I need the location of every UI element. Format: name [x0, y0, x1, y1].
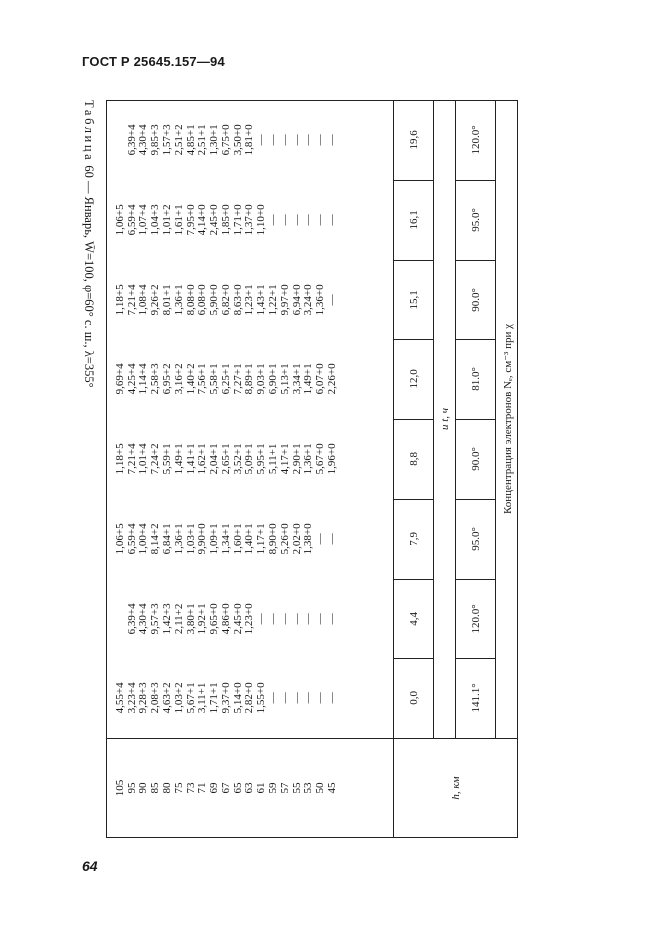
concentration-cell: 2,45+0	[231, 602, 244, 634]
concentration-cell: 2,51+2	[172, 124, 185, 156]
concentration-cell: 5,67+0	[314, 443, 327, 475]
concentration-cell: 1,81+0	[243, 124, 256, 156]
concentration-cell: 6,90+1	[267, 363, 280, 395]
concentration-cell: —	[302, 134, 315, 146]
concentration-cell: 1,40+2	[184, 363, 197, 395]
concentration-cell: —	[326, 612, 339, 624]
concentration-cell: 9,26+2	[149, 283, 162, 315]
concentration-cell: —	[267, 692, 280, 704]
concentration-cell: 5,59+1	[161, 443, 174, 475]
height-value: 53	[302, 782, 315, 794]
concentration-cell: 1,57+3	[161, 124, 174, 156]
concentration-cell: 7,24+2	[149, 443, 162, 475]
concentration-cell: 1,43+1	[255, 283, 268, 315]
concentration-cell: 3,24+0	[302, 283, 315, 315]
concentration-cell: 4,30+4	[137, 124, 150, 156]
concentration-cell: 3,52+1	[231, 443, 244, 475]
concentration-cell: 1,03+1	[184, 523, 197, 555]
concentration-cell: —	[302, 612, 315, 624]
group-title: Концентрация электронов Nₑ, см⁻³ при χ	[501, 324, 514, 514]
concentration-cell: 6,07+0	[314, 363, 327, 395]
height-value: 90	[137, 782, 150, 794]
concentration-cell: 6,39+4	[125, 602, 138, 634]
concentration-cell: 9,37+0	[220, 682, 233, 714]
concentration-cell: 2,02+0	[290, 523, 303, 555]
caption-label: Таблица	[82, 100, 96, 163]
t-value: 7,9	[408, 531, 420, 546]
concentration-cell: —	[326, 293, 339, 305]
concentration-cell: 7,56+1	[196, 363, 209, 395]
concentration-cell: 5,11+1	[267, 443, 280, 475]
concentration-cell: 1,62+1	[196, 443, 209, 475]
concentration-cell: 5,67+1	[184, 682, 197, 714]
concentration-cell: —	[302, 214, 315, 226]
document-header: ГОСТ Р 25645.157—94	[82, 54, 225, 69]
concentration-cell: —	[278, 134, 291, 146]
concentration-cell: 5,95+1	[255, 443, 268, 475]
rotated-table-block	[82, 100, 518, 838]
chi-value: 120.0°	[470, 125, 482, 155]
chi-value: 81.0°	[470, 367, 482, 391]
concentration-cell: 4,86+0	[220, 602, 233, 634]
concentration-cell: 2,58+3	[149, 363, 162, 395]
concentration-cell: —	[326, 692, 339, 704]
height-value: 67	[220, 782, 233, 794]
height-value: 65	[231, 782, 244, 794]
concentration-cell: 4,85+1	[184, 124, 197, 156]
concentration-cell: 1,61+1	[172, 204, 185, 236]
concentration-cell: 2,08+3	[149, 682, 162, 714]
time-label: и t, ч	[439, 407, 451, 431]
concentration-cell: 8,08+0	[184, 283, 197, 315]
concentration-cell: —	[314, 214, 327, 226]
concentration-cell: —	[267, 214, 280, 226]
caption-number: 60	[82, 162, 96, 178]
caption-text: — Январь, W̄=100, φ=60° с. ш., λ=355°	[82, 177, 96, 388]
chi-value: 120.0°	[470, 603, 482, 633]
concentration-cell: 9,28+3	[137, 682, 150, 714]
concentration-cell: 5,14+0	[231, 682, 244, 714]
concentration-cell: 1,07+4	[137, 204, 150, 236]
concentration-cell: 3,16+2	[172, 363, 185, 395]
concentration-cell: 1,49+1	[172, 443, 185, 475]
concentration-cell: 3,23+4	[125, 682, 138, 714]
chi-value: 90.0°	[470, 287, 482, 312]
concentration-cell: 8,89+1	[243, 363, 256, 395]
concentration-cell: 9,65+0	[208, 602, 221, 634]
concentration-cell: 6,59+4	[125, 204, 138, 236]
concentration-cell: 3,50+0	[231, 124, 244, 156]
concentration-cell: 6,95+2	[161, 363, 174, 395]
concentration-cell: 2,51+1	[196, 124, 209, 156]
concentration-cell: 2,26+0	[326, 363, 339, 395]
concentration-cell: —	[278, 214, 291, 226]
concentration-cell: 1,10+0	[255, 204, 268, 236]
concentration-cell: —	[267, 134, 280, 146]
concentration-cell: 9,90+0	[196, 523, 209, 555]
height-value: 71	[196, 782, 209, 794]
concentration-cell: 9,69+4	[113, 363, 126, 395]
concentration-cell: 8,63+0	[231, 283, 244, 315]
concentration-cell: 6,25+1	[220, 363, 233, 395]
concentration-cell: 9,57+3	[149, 602, 162, 634]
concentration-cell: 9,85+3	[149, 124, 162, 156]
concentration-cell: 1,92+1	[196, 602, 209, 634]
height-value: 95	[125, 782, 138, 794]
concentration-cell: 1,18+5	[113, 443, 126, 475]
concentration-cell: 1,60+1	[231, 523, 244, 555]
concentration-cell: 1,18+5	[113, 283, 126, 315]
height-value: 55	[290, 782, 303, 794]
concentration-cell: 8,90+0	[267, 523, 280, 555]
concentration-cell: 1,37+0	[243, 204, 256, 236]
concentration-cell: —	[314, 612, 327, 624]
height-value: 59	[267, 782, 280, 794]
concentration-cell: —	[314, 134, 327, 146]
t-value: 12,0	[408, 369, 420, 389]
concentration-cell: 6,08+0	[196, 283, 209, 315]
concentration-cell: 5,26+0	[278, 523, 291, 555]
concentration-cell: 4,14+0	[196, 204, 209, 236]
height-value: 61	[255, 782, 268, 794]
concentration-cell: 4,63+2	[161, 682, 174, 714]
concentration-cell: 1,85+0	[220, 204, 233, 236]
concentration-cell: 4,17+1	[278, 443, 291, 475]
concentration-cell: 1,23+1	[243, 283, 256, 315]
concentration-cell: 1,40+1	[243, 523, 256, 555]
concentration-cell: 1,06+5	[113, 204, 126, 236]
concentration-cell: —	[314, 533, 327, 545]
chi-value: 90.0°	[470, 447, 482, 471]
concentration-cell: 1,36+1	[172, 523, 185, 555]
chi-value: 95.0°	[470, 526, 482, 551]
concentration-cell: 2,65+1	[220, 443, 233, 475]
t-value: 0,0	[408, 691, 420, 705]
height-value: 105	[113, 779, 126, 797]
concentration-cell: 6,84+1	[161, 523, 174, 555]
concentration-cell: —	[290, 612, 303, 624]
concentration-cell: 1,14+4	[137, 363, 150, 395]
concentration-cell: 1,41+1	[184, 443, 197, 475]
concentration-cell: 4,55+4	[113, 682, 126, 714]
table-caption	[81, 100, 96, 388]
concentration-cell: 1,04+3	[149, 204, 162, 236]
concentration-cell: 1,22+1	[267, 283, 280, 315]
concentration-cell: 5,58+1	[208, 363, 221, 395]
concentration-cell: 2,04+1	[208, 443, 221, 475]
concentration-cell: 1,06+5	[113, 523, 126, 555]
concentration-cell: 6,59+4	[125, 523, 138, 555]
height-value: 69	[208, 782, 221, 794]
concentration-cell: 5,09+1	[243, 443, 256, 475]
concentration-cell: 6,82+0	[220, 283, 233, 315]
concentration-cell: 3,11+1	[196, 682, 209, 714]
concentration-cell: —	[326, 533, 339, 545]
concentration-cell: 3,34+1	[290, 363, 303, 395]
concentration-cell: —	[290, 214, 303, 226]
concentration-cell: 2,11+2	[172, 603, 185, 634]
concentration-cell: 1,23+0	[243, 602, 256, 634]
concentration-cell: 8,14+2	[149, 523, 162, 555]
height-value: 50	[314, 782, 327, 794]
concentration-cell: 3,80+1	[184, 602, 197, 634]
concentration-cell: —	[326, 134, 339, 146]
concentration-cell: 5,13+1	[278, 363, 291, 395]
concentration-cell: 1,17+1	[255, 523, 268, 555]
concentration-cell: 9,97+0	[278, 283, 291, 315]
concentration-cell: —	[314, 692, 327, 704]
concentration-cell: —	[267, 612, 280, 624]
concentration-cell: 1,09+1	[208, 523, 221, 555]
concentration-cell: —	[290, 692, 303, 704]
chi-value: 141.1°	[470, 683, 482, 713]
concentration-cell: 7,21+4	[125, 443, 138, 475]
concentration-cell: 2,90+1	[290, 443, 303, 475]
concentration-cell: 6,94+0	[290, 283, 303, 315]
concentration-cell: 1,00+4	[137, 523, 150, 555]
concentration-cell: —	[302, 692, 315, 704]
concentration-cell: —	[326, 214, 339, 226]
t-value: 19,6	[408, 130, 420, 150]
height-value: 73	[184, 782, 197, 794]
concentration-cell: 8,01+1	[161, 283, 174, 315]
t-value: 8,8	[408, 452, 420, 466]
page-number: 64	[82, 858, 98, 874]
concentration-cell: 2,45+0	[208, 204, 221, 236]
height-value: 57	[278, 782, 291, 794]
concentration-cell: 4,25+4	[125, 363, 138, 395]
concentration-cell: 1,49+1	[302, 363, 315, 395]
concentration-cell: 5,90+0	[208, 283, 221, 315]
concentration-cell: —	[278, 692, 291, 704]
concentration-cell: —	[278, 612, 291, 624]
concentration-cell: 2,82+0	[243, 682, 256, 714]
concentration-cell: 4,30+4	[137, 602, 150, 634]
concentration-cell: 1,71+1	[208, 682, 221, 714]
t-value: 15,1	[408, 289, 420, 309]
concentration-cell: 1,30+1	[208, 124, 221, 156]
concentration-cell: 1,36+1	[302, 443, 315, 475]
concentration-cell: 1,55+0	[255, 682, 268, 714]
concentration-cell: 1,71+0	[231, 204, 244, 236]
concentration-cell: —	[255, 612, 268, 624]
t-value: 16,1	[408, 210, 420, 230]
height-value: 63	[243, 782, 256, 794]
concentration-cell: 9,03+1	[255, 363, 268, 395]
concentration-cell: 7,21+4	[125, 283, 138, 315]
concentration-cell: 1,03+2	[172, 682, 185, 714]
concentration-cell: 1,42+3	[161, 602, 174, 634]
t-value: 4,4	[408, 611, 420, 626]
height-value: 75	[172, 782, 185, 794]
concentration-cell: 1,01+2	[161, 204, 174, 236]
concentration-cell: 7,95+0	[184, 204, 197, 236]
height-value: 45	[326, 782, 339, 794]
height-value: 80	[161, 782, 174, 794]
concentration-cell: 1,38+0	[302, 523, 315, 555]
concentration-cell: 6,75+0	[220, 124, 233, 156]
height-value: 85	[149, 782, 162, 794]
concentration-cell: 6,39+4	[125, 124, 138, 156]
concentration-cell: —	[290, 134, 303, 146]
concentration-cell: —	[255, 134, 268, 146]
concentration-cell: 1,08+4	[137, 283, 150, 315]
chi-value: 95.0°	[470, 207, 482, 232]
concentration-cell: 1,01+4	[137, 443, 150, 475]
concentration-cell: 1,96+0	[326, 443, 339, 475]
concentration-cell: 1,36+0	[314, 283, 327, 315]
row-header: h, км	[450, 776, 462, 800]
concentration-cell: 1,36+1	[172, 283, 185, 315]
concentration-cell: 1,34+1	[220, 523, 233, 555]
concentration-cell: 7,27+1	[231, 363, 244, 395]
